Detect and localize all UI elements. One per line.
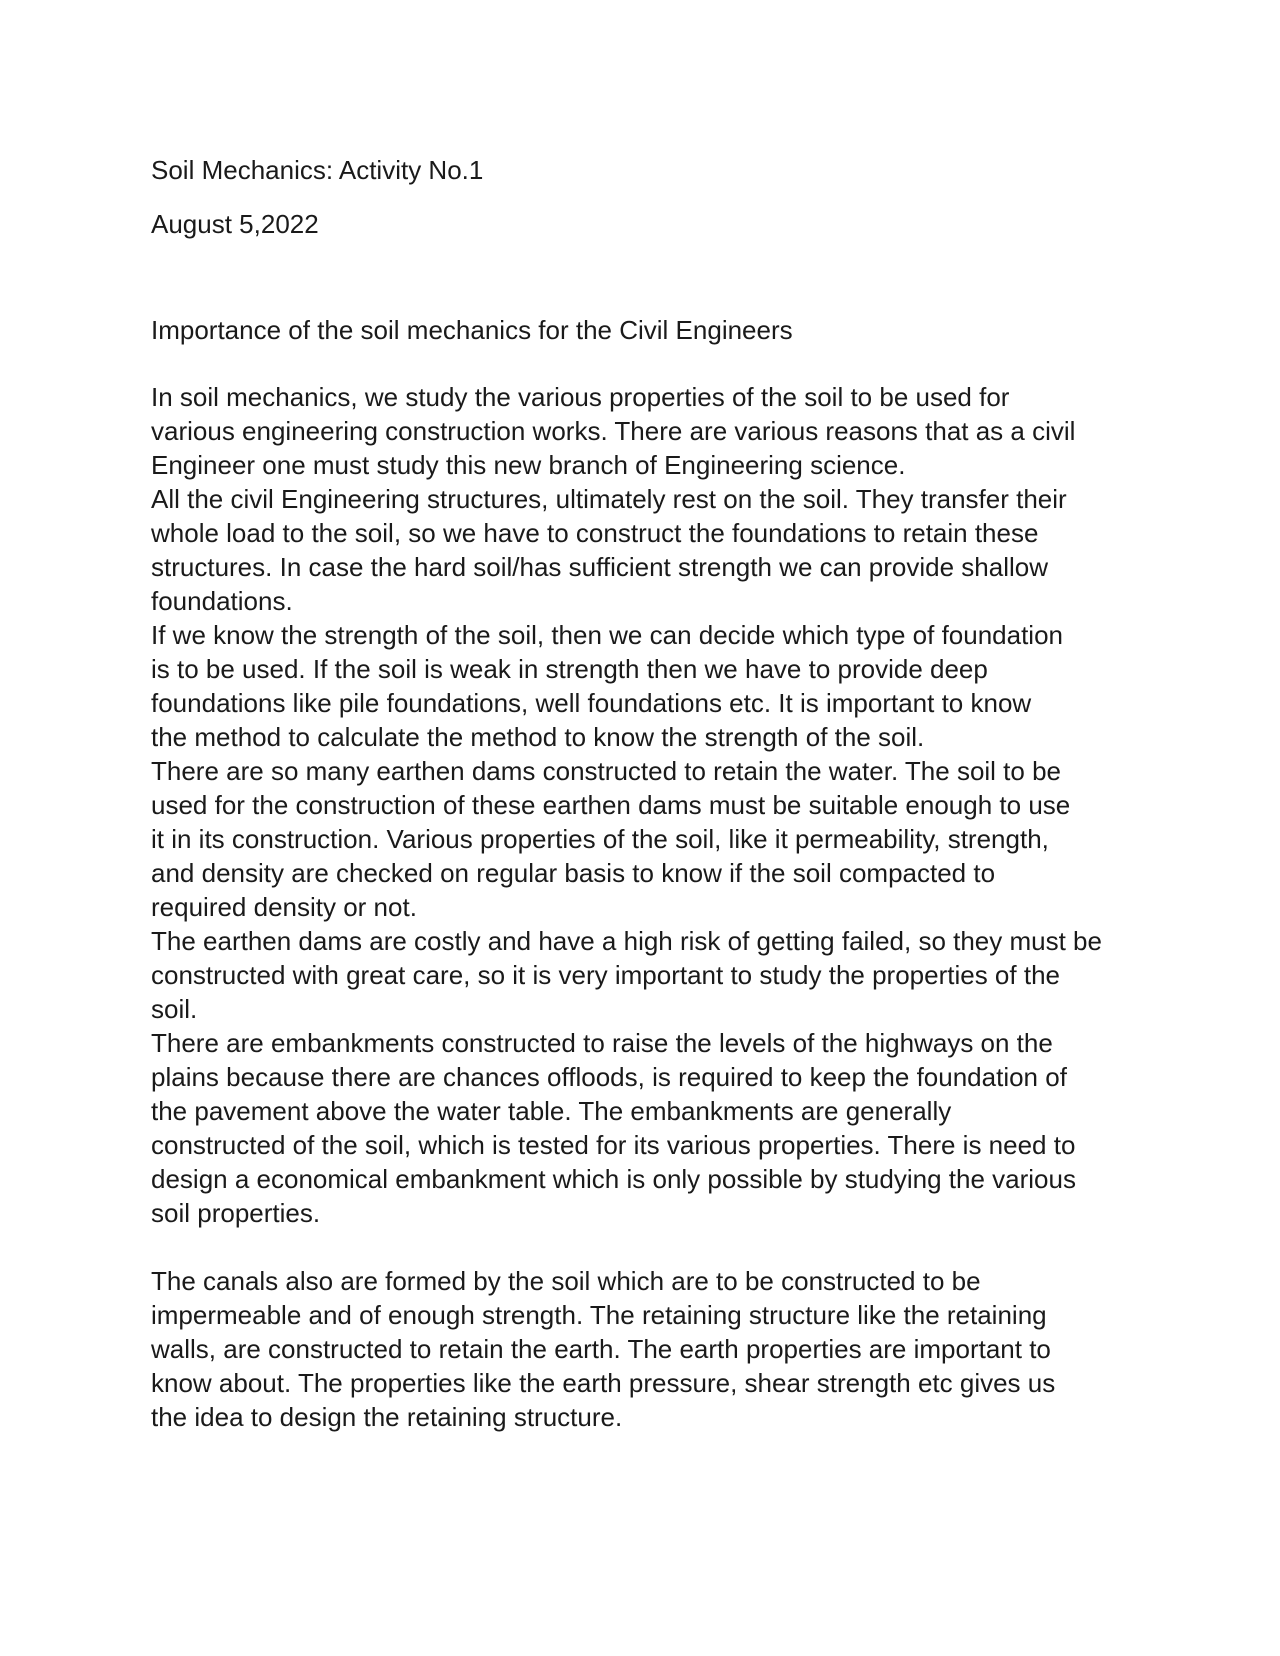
document-title: Soil Mechanics: Activity No.1	[151, 155, 484, 185]
body-line: the method to calculate the method to know the strength of the soil.	[151, 722, 925, 752]
body-line: foundations like pile foundations, well foundations etc. It is important to know	[151, 688, 1032, 718]
body-line: All the civil Engineering structures, ultimately rest on the soil. They transfer their	[151, 484, 1067, 514]
body-line: plains because there are chances offloods, is required to keep the foundation of	[151, 1062, 1067, 1092]
body-line: impermeable and of enough strength. The retaining structure like the retaining	[151, 1300, 1047, 1330]
body-line: the idea to design the retaining structure.	[151, 1402, 623, 1432]
body-line: soil properties.	[151, 1198, 321, 1228]
body-line: used for the construction of these earthen dams must be suitable enough to use	[151, 790, 1071, 820]
body-line: There are embankments constructed to raise the levels of the highways on the	[151, 1028, 1053, 1058]
body-line: If we know the strength of the soil, then we can decide which type of foundation	[151, 620, 1064, 650]
body-line: There are so many earthen dams constructed to retain the water. The soil to be	[151, 756, 1062, 786]
body-line: The earthen dams are costly and have a high risk of getting failed, so they must be	[151, 926, 1102, 956]
body-line: walls, are constructed to retain the earth. The earth properties are important to	[151, 1334, 1051, 1364]
body-line: In soil mechanics, we study the various properties of the soil to be used for	[151, 382, 1010, 412]
body-line: and density are checked on regular basis to know if the soil compacted to	[151, 858, 996, 888]
body-line: constructed with great care, so it is very important to study the properties of the	[151, 960, 1060, 990]
body-line: it in its construction. Various properties of the soil, like it permeability, strength,	[151, 824, 1049, 854]
body-line: Engineer one must study this new branch of Engineering science.	[151, 450, 906, 480]
body-line: structures. In case the hard soil/has sufficient strength we can provide shallow	[151, 552, 1048, 582]
body-line: various engineering construction works. There are various reasons that as a civil	[151, 416, 1076, 446]
body-line: know about. The properties like the earth pressure, shear strength etc gives us	[151, 1368, 1056, 1398]
section-heading: Importance of the soil mechanics for the Civil Engineers	[151, 315, 793, 345]
body-line: constructed of the soil, which is tested for its various properties. There is need to	[151, 1130, 1076, 1160]
body-line: foundations.	[151, 586, 293, 616]
body-line: design a economical embankment which is only possible by studying the various	[151, 1164, 1076, 1194]
body-line: soil.	[151, 994, 198, 1024]
document-date: August 5,2022	[151, 209, 319, 239]
body-line: whole load to the soil, so we have to construct the foundations to retain these	[151, 518, 1039, 548]
body-line: required density or not.	[151, 892, 417, 922]
body-line: is to be used. If the soil is weak in strength then we have to provide deep	[151, 654, 988, 684]
body-line: The canals also are formed by the soil which are to be constructed to be	[151, 1266, 981, 1296]
body-line: the pavement above the water table. The embankments are generally	[151, 1096, 952, 1126]
